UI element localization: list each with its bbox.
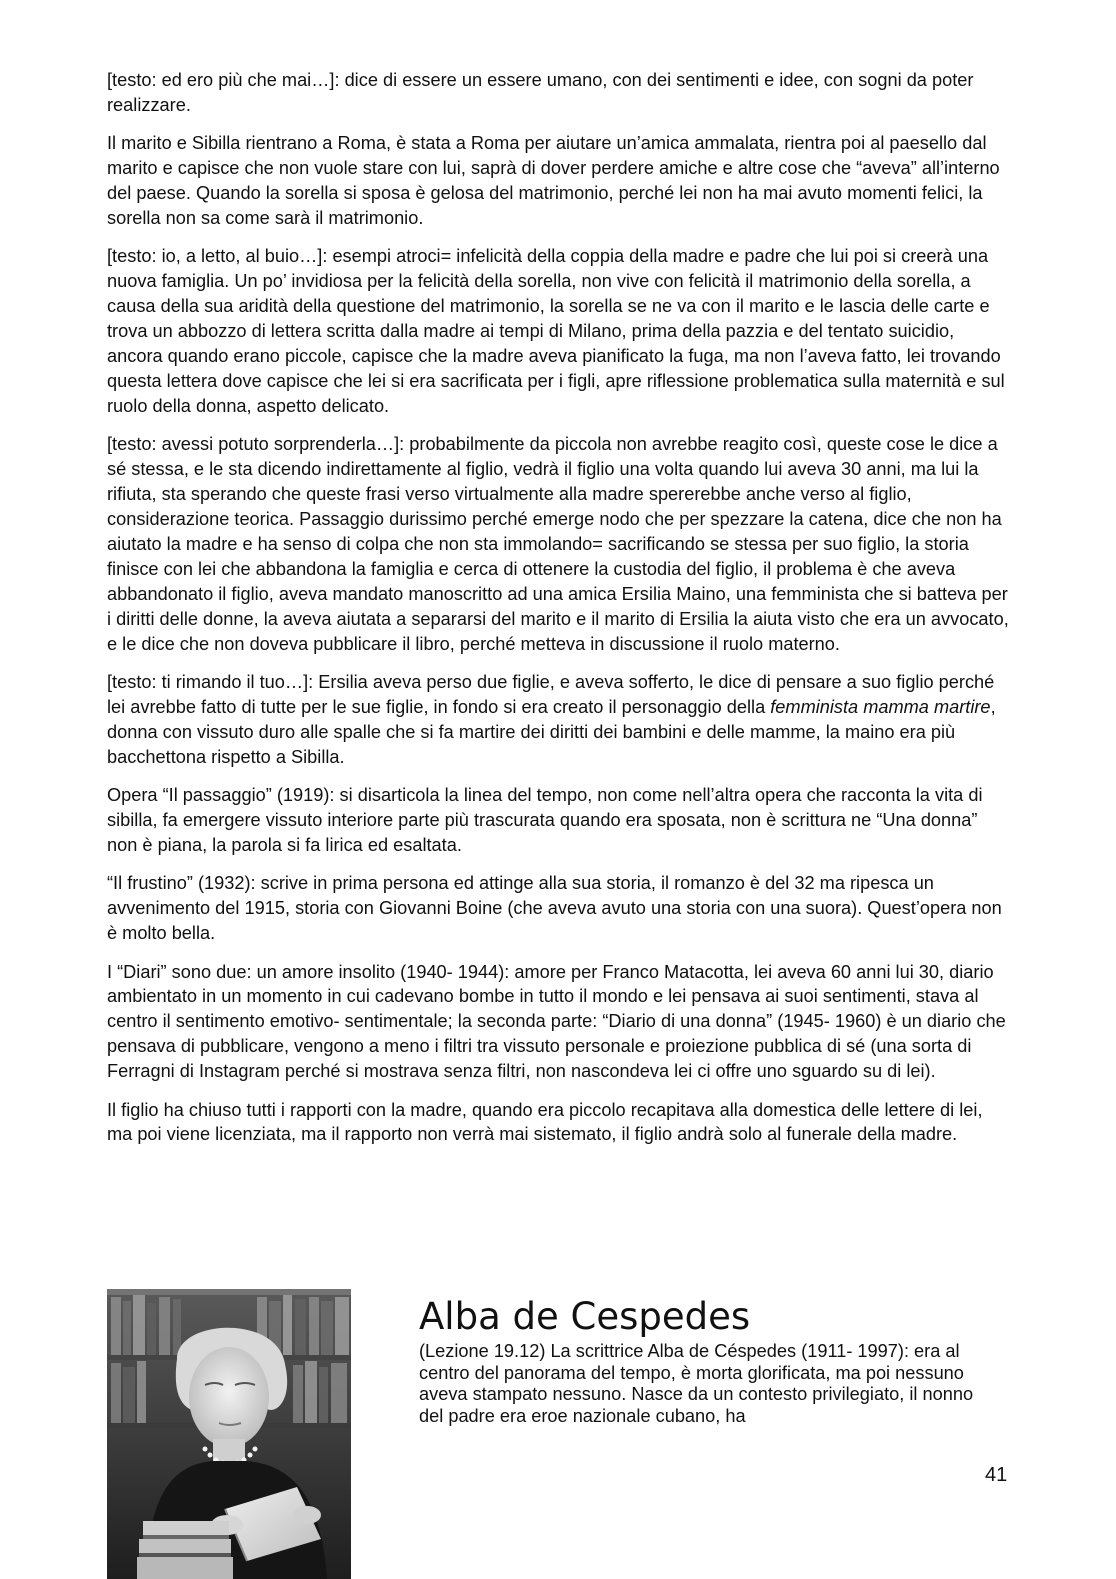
document-body (107, 68, 1012, 1161)
paragraph-1: [testo: ed ero più che mai…]: dice di essere un essere umano, con dei sentimenti e idee, con sogni da poter realizzare. (107, 70, 974, 115)
paragraph-8: I “Diari” sono due: un amore insolito (1940- 1944): amore per Franco Matacotta, lei aveva 60 anni lui 30, diario ambientato in un momento in cui cadevano bombe in tutto il mondo e lei pensava ai suoi sentimenti, stava al centro il sentimento emotivo- sentimentale; la seconda parte: “Diario di una donna” (1945- 1960) è un diario che pensava di pubblicare, vengono a meno i filtri tra vissuto personale e proiezione pubblica di sé (una sorta di Ferragni di Instagram perché si mostrava senza filtri, non nascondeva lei ci offre uno sguardo su di lei). (107, 961, 1006, 1082)
paragraph-9: Il figlio ha chiuso tutti i rapporti con la madre, quando era piccolo recapitava alla domestica delle lettere di lei, ma poi viene licenziata, ma il rapporto non verrà mai sistemato, il figlio andrà solo al funerale della madre. (107, 1099, 983, 1145)
paragraph-5-italic-phrase: femminista mamma martire (770, 696, 991, 717)
paragraph-5-text-after: , donna con vissuto duro alle spalle che si fa martire dei diritti dei bambini e delle mamme, la maino era più bacchettona rispetto a Sibilla. (107, 696, 996, 767)
paragraph-4: [testo: avessi potuto sorprenderla…]: probabilmente da piccola non avrebbe reagito così, queste cose le dice a sé stessa, e le sta dicendo indirettamente al figlio, vedrà il figlio una volta quando lui aveva 30 anni, ma lui la rifiuta, sta sperando che queste frasi verso virtualmente alla madre spererebbe anche verso al figlio, considerazione teorica. Passaggio durissimo perché emerge nodo che per spezzare la catena, dice che non ha aiutato la madre e ha senso di colpa che non sta immolando= sacrificando se stessa per suo figlio, la storia finisce con lei che abbandona la famiglia e cerca di ottenere la custodia del figlio, il problema è che aveva abbandonato il figlio, aveva mandato manoscritto ad una amica Ersilia Maino, una femminista che si batteva per i diritti delle donne, la aveva aiutata a separarsi del marito e il marito di Ersilia la aiuta visto che era un avvocato, e le dice che non doveva pubblicare il libro, perché metteva in discussione il ruolo materno. (107, 434, 1009, 654)
paragraph-3: [testo: io, a letto, al buio…]: esempi atroci= infelicità della coppia della madre e padre che lui poi si creerà una nuova famiglia. Un po’ invidiosa per la felicità della sorella, non vive con felicità il matrimonio della sorella, a causa della sua aridità della questione del matrimonio, la sorella se ne va con il marito e le lascia delle carte e trova un abbozzo di lettera scritta dalla madre ai tempi di Milano, prima della pazzia e del tentato suicidio, ancora quando erano piccole, capisce che la madre aveva pianificato la fuga, ma non l’aveva fatto, lei trovando questa lettera dove capisce che lei si era sacrificata per i figli, apre riflessione problematica sulla maternità e sul ruolo della donna, aspetto delicato. (107, 246, 1005, 416)
paragraph-5-text-before: [testo: ti rimando il tuo…]: Ersilia aveva perso due figlie, e aveva sofferto, le dice di pensare a suo figlio perché lei avrebbe fatto di tutte per le sue figlie, in fondo si era creato il personaggio della (107, 671, 995, 717)
author-photo (107, 1289, 351, 1579)
author-section (107, 1289, 1012, 1579)
section-intro-text: (Lezione 19.12) La scrittrice Alba de Céspedes (1911- 1997): era al centro del panorama del tempo, è morta glorificata, ma poi nessuno aveva stampato nessuno. Nasce da un contesto privilegiato, il nonno del padre era eroe nazionale cubano, ha (419, 1341, 974, 1426)
paragraph-7: “Il frustino” (1932): scrive in prima persona ed attinge alla sua storia, il romanzo è del 32 ma ripesca un avvenimento del 1915, storia con Giovanni Boine (che aveva avuto una storia con una suora). Quest’opera non è molto bella. (107, 873, 1002, 944)
section-heading: Alba de Cespedes (419, 1295, 751, 1338)
paragraph-2: Il marito e Sibilla rientrano a Roma, è stata a Roma per aiutare un’amica ammalata, rientra poi al paesello dal marito e capisce che non vuole stare con lui, saprà di dover perdere amiche e altre cose che “aveva” all’interno del paese. Quando la sorella si sposa è gelosa del matrimonio, perché lei non ha mai avuto momenti felici, la sorella non sa come sarà il matrimonio. (107, 133, 1000, 229)
page-number: 41 (985, 1464, 1008, 1486)
paragraph-6: Opera “Il passaggio” (1919): si disarticola la linea del tempo, non come nell’altra opera che racconta la vita di sibilla, fa emergere vissuto interiore parte più trascurata quando era sposata, non è scrittura ne “Una donna” non è piana, la parola si fa lirica ed esaltata. (107, 785, 983, 855)
paragraph-5 (107, 670, 1012, 770)
